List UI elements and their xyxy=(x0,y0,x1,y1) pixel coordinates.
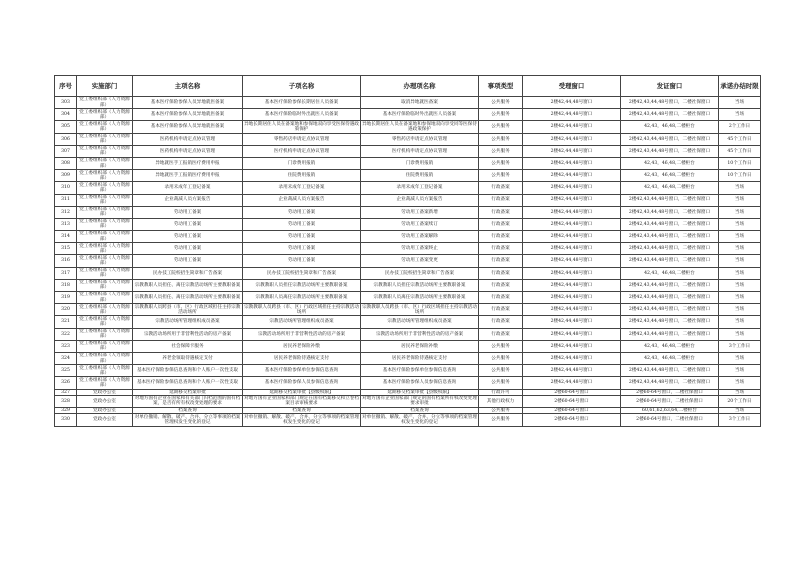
cell-sub-item: 企业裁减人员方案报告 xyxy=(243,194,361,206)
table-header-row xyxy=(55,76,761,97)
cell-main-item: 宗教教职人员担任、离任宗教活动场所主要教职备案 xyxy=(133,279,243,291)
cell-issue-window: 42,43，46,48,二楼柜台 xyxy=(621,182,719,194)
cell-main-item: 劳动用工备案 xyxy=(133,206,243,218)
cell-no: 307 xyxy=(55,145,77,157)
cell-dept: 党工委组织部（人力资源部） xyxy=(77,243,133,255)
cell-handling-item: 延期移交档案审批【县级权限】 xyxy=(361,389,479,395)
cell-sub-item: 劳动用工备案 xyxy=(243,218,361,230)
cell-no: 304 xyxy=(55,109,77,121)
cell-issue-window: 2楼42,43,44,48号窗口，二楼社保窗口 xyxy=(621,377,719,389)
cell-handling-item: 居民养老保险补缴 xyxy=(361,340,479,352)
cell-no: 312 xyxy=(55,206,77,218)
table-row xyxy=(55,340,761,352)
cell-type: 行政许可 xyxy=(479,389,523,395)
cell-dept: 党工委组织部（人力资源部） xyxy=(77,231,133,243)
cell-no: 308 xyxy=(55,157,77,169)
cell-issue-window: 2楼60-64号窗口，二楼社保窗口 xyxy=(621,395,719,407)
service-item-sheet xyxy=(54,75,760,427)
cell-main-item: 基本医疗保险参保人员异地就医备案 xyxy=(133,97,243,109)
cell-time-limit: 当场 xyxy=(719,243,761,255)
cell-time-limit: 当场 xyxy=(719,182,761,194)
cell-issue-window: 2楼42,43,44,48号窗口，二楼社保窗口 xyxy=(621,292,719,304)
cell-handling-item: 宗教活动场所用于非营利性活动的房产备案 xyxy=(361,328,479,340)
cell-accept-window: 2楼42,44,48号窗口 xyxy=(523,365,621,377)
cell-handling-item: 居民养老保险待遇核定支付 xyxy=(361,352,479,364)
cell-no: 309 xyxy=(55,170,77,182)
cell-dept: 党政办公室 xyxy=(77,389,133,395)
cell-sub-item: 档案查询 xyxy=(243,408,361,414)
cell-time-limit: 3个工作日 xyxy=(719,414,761,426)
cell-no: 306 xyxy=(55,133,77,145)
cell-no: 305 xyxy=(55,121,77,133)
cell-time-limit: 3个工作日 xyxy=(719,340,761,352)
header-no: 序号 xyxy=(55,76,77,97)
cell-main-item: 劳动用工备案 xyxy=(133,243,243,255)
cell-sub-item: 劳动用工备案 xyxy=(243,206,361,218)
cell-accept-window: 2楼42,44,48号窗口 xyxy=(523,170,621,182)
cell-accept-window: 2楼42,44,48号窗口 xyxy=(523,133,621,145)
cell-dept: 党政办公室 xyxy=(77,414,133,426)
cell-accept-window: 2楼42,44,48号窗口 xyxy=(523,340,621,352)
table-row xyxy=(55,157,761,169)
cell-type: 行政备案 xyxy=(479,206,523,218)
header-sub-item: 子项名称 xyxy=(243,76,361,97)
cell-handling-item: 劳动用工备案续订 xyxy=(361,218,479,230)
cell-time-limit: 当场 xyxy=(719,365,761,377)
cell-type: 行政备案 xyxy=(479,279,523,291)
cell-issue-window: 2楼42,43,44,48号窗口，二楼社保窗口 xyxy=(621,316,719,328)
cell-dept: 党工委组织部（人力资源部） xyxy=(77,194,133,206)
service-item-table xyxy=(54,75,761,427)
cell-type: 行政备案 xyxy=(479,255,523,267)
cell-issue-window: 2楼42,43,44,48号窗口，二楼社保窗口 xyxy=(621,218,719,230)
cell-no: 318 xyxy=(55,279,77,291)
cell-accept-window: 2楼42,44,48号窗口 xyxy=(523,304,621,316)
cell-main-item: 基本医疗保险参保人员异地就医备案 xyxy=(133,109,243,121)
cell-accept-window: 2楼42,44,48号窗口 xyxy=(523,255,621,267)
cell-accept-window: 2楼42,44,48号窗口 xyxy=(523,231,621,243)
cell-accept-window: 2楼42,44,48号窗口 xyxy=(523,292,621,304)
cell-type: 公共服务 xyxy=(479,109,523,121)
cell-issue-window: 42,43，46,48,二楼柜台 xyxy=(621,121,719,133)
cell-no: 316 xyxy=(55,255,77,267)
cell-main-item: 宗教活动场所管理组织成员备案 xyxy=(133,316,243,328)
cell-sub-item: 基本医疗保险参保单位参保信息查询 xyxy=(243,365,361,377)
cell-handling-item: 宗教教职人员担任宗教活动场所主要教职备案 xyxy=(361,279,479,291)
cell-sub-item: 录用未成年工登记备案 xyxy=(243,182,361,194)
cell-no: 310 xyxy=(55,182,77,194)
cell-accept-window: 2楼42,44,48号窗口 xyxy=(523,279,621,291)
cell-issue-window: 42,43，46,48,二楼柜台 xyxy=(621,352,719,364)
cell-no: 319 xyxy=(55,292,77,304)
cell-issue-window: 42,43，46,48,二楼柜台 xyxy=(621,340,719,352)
cell-issue-window: 42,43，46,48,二楼柜台 xyxy=(621,157,719,169)
cell-issue-window: 2楼42,43,44,48号窗口，二楼社保窗口 xyxy=(621,133,719,145)
cell-type: 行政备案 xyxy=(479,231,523,243)
cell-sub-item: 基本医疗保险参保人员参保信息查询 xyxy=(243,377,361,389)
cell-handling-item: 零售药店申请定点协议管理 xyxy=(361,133,479,145)
cell-issue-window: 2楼42,43,44,48号窗口，二楼社保窗口 xyxy=(621,304,719,316)
cell-dept: 党工委组织部（人力资源部） xyxy=(77,365,133,377)
cell-type: 公共服务 xyxy=(479,408,523,414)
cell-type: 公共服务 xyxy=(479,133,523,145)
cell-type: 行政备案 xyxy=(479,292,523,304)
cell-type: 公共服务 xyxy=(479,145,523,157)
cell-sub-item: 基本医疗保险临时外出就医人员备案 xyxy=(243,109,361,121)
cell-no: 311 xyxy=(55,194,77,206)
cell-main-item: 宗教教职人员跨县（市、区）行政区域担任主持宗教活动场所 xyxy=(133,304,243,316)
cell-sub-item: 基本医疗保险参保长期居住人员备案 xyxy=(243,97,361,109)
cell-sub-item: 门诊费用报销 xyxy=(243,157,361,169)
cell-type: 行政备案 xyxy=(479,316,523,328)
cell-time-limit: 当场 xyxy=(719,255,761,267)
cell-sub-item: 居民养老保险待遇核定支付 xyxy=(243,352,361,364)
cell-type: 公共服务 xyxy=(479,170,523,182)
cell-dept: 党工委组织部（人力资源部） xyxy=(77,304,133,316)
cell-dept: 党工委组织部（人力资源部） xyxy=(77,206,133,218)
cell-issue-window: 2楼42,43,44,48号窗口，二楼社保窗口 xyxy=(621,328,719,340)
cell-sub-item: 宗教教职人员跨县（市、区）行政区域担任主持宗教活动场所 xyxy=(244,304,359,315)
cell-issue-window: 2楼42,43,44,48号窗口，二楼社保窗口 xyxy=(621,365,719,377)
table-row xyxy=(55,304,761,316)
cell-accept-window: 2楼42,44,48号窗口 xyxy=(523,97,621,109)
cell-time-limit: 当场 xyxy=(719,328,761,340)
cell-dept: 党政办公室 xyxy=(77,408,133,414)
cell-type: 行政备案 xyxy=(479,182,523,194)
cell-type: 其他行政权力 xyxy=(479,395,523,407)
cell-type: 行政备案 xyxy=(479,328,523,340)
header-dept: 实施部门 xyxy=(77,76,133,97)
cell-accept-window: 2楼60-64号窗口 xyxy=(523,414,621,426)
cell-type: 行政备案 xyxy=(479,243,523,255)
cell-accept-window: 2楼42,44,48号窗口 xyxy=(523,243,621,255)
cell-handling-item: 劳动用工备案变更 xyxy=(361,255,479,267)
cell-handling-item: 劳动用工备案解除 xyxy=(361,231,479,243)
cell-dept: 党工委组织部（人力资源部） xyxy=(77,267,133,279)
cell-dept: 党工委组织部（人力资源部） xyxy=(77,97,133,109)
cell-sub-item: 宗教教职人员担任宗教活动场所主要教职备案 xyxy=(243,279,361,291)
table-row xyxy=(55,133,761,145)
cell-sub-item: 延期移交档案审批【县级权限】 xyxy=(243,389,361,395)
cell-sub-item: 宗教教职人员离任宗教活动场所主要教职备案 xyxy=(243,292,361,304)
table-row xyxy=(55,97,761,109)
cell-accept-window: 2楼60-64号窗口 xyxy=(523,408,621,414)
cell-handling-item: 取消异地就医备案 xyxy=(361,97,479,109)
cell-accept-window: 2楼60-64号窗口 xyxy=(523,395,621,407)
cell-dept: 党政办公室 xyxy=(77,395,133,407)
cell-type: 公共服务 xyxy=(479,377,523,389)
cell-time-limit: 10个工作日 xyxy=(719,157,761,169)
header-handling-item: 办理项名称 xyxy=(361,76,479,97)
cell-time-limit: 45个工作日 xyxy=(719,145,761,157)
cell-time-limit: 当场 xyxy=(719,279,761,291)
cell-sub-item: 宗教活动场所用于非营利性活动的房产备案 xyxy=(243,328,361,340)
cell-handling-item: 异地长期居住人员在备案地和参保地双向享受同等医保待遇政策保护 xyxy=(362,121,477,132)
cell-accept-window: 2楼42,44,48号窗口 xyxy=(523,218,621,230)
cell-time-limit: 当场 xyxy=(719,377,761,389)
cell-type: 公共服务 xyxy=(479,352,523,364)
cell-no: 329 xyxy=(55,408,77,414)
cell-main-item: 对单位撤销、解散、破产、合并、分立等事项的档案管理权发生变化的登记 xyxy=(133,414,243,426)
cell-handling-item: 基本医疗保险参保单位参保信息查询 xyxy=(361,365,479,377)
table-row xyxy=(55,194,761,206)
cell-type: 公共服务 xyxy=(479,340,523,352)
table-row xyxy=(55,414,761,426)
cell-main-item: 录用未成年工登记备案 xyxy=(133,182,243,194)
cell-time-limit: 当场 xyxy=(719,231,761,243)
cell-type: 公共服务 xyxy=(479,365,523,377)
header-issue-window: 发证窗口 xyxy=(621,76,719,97)
cell-main-item: 养老金领取待遇核定支付 xyxy=(133,352,243,364)
cell-handling-item: 劳动用工备案新增 xyxy=(361,206,479,218)
cell-handling-item: 档案查询 xyxy=(361,408,479,414)
table-row xyxy=(55,182,761,194)
cell-accept-window: 2楼42,44,48号窗口 xyxy=(523,267,621,279)
table-row xyxy=(55,218,761,230)
cell-no: 327 xyxy=(55,389,77,395)
cell-issue-window: 2楼42,43,44,48号窗口，二楼社保窗口 xyxy=(621,145,719,157)
cell-no: 322 xyxy=(55,328,77,340)
cell-no: 313 xyxy=(55,218,77,230)
header-time-limit: 承诺办结时限 xyxy=(719,76,761,97)
cell-handling-item: 宗教教职人员跨县（市、区）行政区域担任主持宗教活动场所 xyxy=(362,304,477,315)
cell-time-limit: 当场 xyxy=(719,292,761,304)
cell-issue-window: 42,43，46,48,二楼柜台 xyxy=(621,267,719,279)
cell-no: 315 xyxy=(55,243,77,255)
cell-dept: 党工委组织部（人力资源部） xyxy=(77,279,133,291)
cell-time-limit: 当场 xyxy=(719,194,761,206)
cell-main-item: 劳动用工备案 xyxy=(133,255,243,267)
cell-main-item: 基本医疗保险参保信息查询和个人账户一次性支取 xyxy=(133,365,243,377)
cell-handling-item: 基本医疗保险参保人员参保信息查询 xyxy=(361,377,479,389)
cell-type: 公共服务 xyxy=(479,121,523,133)
cell-no: 303 xyxy=(55,97,77,109)
cell-accept-window: 2楼42,44,48号窗口 xyxy=(523,316,621,328)
table-row xyxy=(55,352,761,364)
cell-accept-window: 2楼42,44,48号窗口 xyxy=(523,377,621,389)
table-row xyxy=(55,365,761,377)
cell-time-limit: 当场 xyxy=(719,304,761,316)
cell-time-limit: 20个工作日 xyxy=(719,395,761,407)
cell-type: 行政备案 xyxy=(479,267,523,279)
cell-sub-item: 劳动用工备案 xyxy=(243,255,361,267)
cell-handling-item: 对单位撤销、解散、破产、合并、分立等事项的档案管理权发生变化的登记 xyxy=(362,414,477,426)
cell-main-item: 异地就医手工报销医疗费用申报 xyxy=(133,157,243,169)
cell-issue-window: 60,61,62,63,64,二楼柜台 xyxy=(621,408,719,414)
cell-accept-window: 2楼42,44,48号窗口 xyxy=(523,157,621,169)
cell-issue-window: 2楼42,43,44,48号窗口，二楼社保窗口 xyxy=(621,255,719,267)
cell-handling-item: 门诊费用报销 xyxy=(361,157,479,169)
cell-issue-window: 2楼42,43,44,48号窗口，二楼社保窗口 xyxy=(621,194,719,206)
cell-handling-item: 录用未成年工登记备案 xyxy=(361,182,479,194)
cell-main-item: 延期移交档案审批 xyxy=(133,389,243,395)
table-row xyxy=(55,292,761,304)
cell-dept: 党工委组织部（人力资源部） xyxy=(77,121,133,133)
cell-sub-item: 住院费用报销 xyxy=(243,170,361,182)
cell-issue-window: 2楼42,43,44,48号窗口，二楼社保窗口 xyxy=(621,97,719,109)
cell-time-limit: 当场 xyxy=(719,389,761,395)
header-type: 事项类型 xyxy=(479,76,523,97)
cell-type: 行政备案 xyxy=(479,194,523,206)
cell-handling-item: 医疗机构申请定点协议管理 xyxy=(361,145,479,157)
cell-sub-item: 劳动用工备案 xyxy=(243,231,361,243)
cell-issue-window: 2楼42,43,44,48号窗口，二楼社保窗口 xyxy=(621,206,719,218)
cell-main-item: 对地方国有企业在国家和有关部门归档范围的国有档案，是否有所有权改变处理的要求 xyxy=(133,395,243,407)
cell-time-limit: 当场 xyxy=(719,408,761,414)
cell-time-limit: 当场 xyxy=(719,218,761,230)
cell-main-item: 医药机构申请定点协议管理 xyxy=(133,145,243,157)
cell-main-item: 基本医疗保险参保人员异地就医备案 xyxy=(133,121,243,133)
cell-issue-window: 2楼42,43,44,48号窗口，二楼社保窗口 xyxy=(621,109,719,121)
cell-no: 330 xyxy=(55,414,77,426)
cell-main-item: 医药机构申请定点协议管理 xyxy=(133,133,243,145)
cell-dept: 党工委组织部（人力资源部） xyxy=(77,316,133,328)
cell-main-item: 民办技工院校招生简章和广告备案 xyxy=(133,267,243,279)
table-row xyxy=(55,243,761,255)
cell-time-limit: 45个工作日 xyxy=(719,133,761,145)
cell-type: 行政备案 xyxy=(479,218,523,230)
cell-no: 328 xyxy=(55,395,77,407)
table-row xyxy=(55,206,761,218)
cell-main-item: 劳动用工备案 xyxy=(133,231,243,243)
table-row xyxy=(55,316,761,328)
cell-sub-item: 零售药店申请定点协议管理 xyxy=(243,133,361,145)
cell-no: 314 xyxy=(55,231,77,243)
table-row xyxy=(55,279,761,291)
cell-handling-item: 宗教活动场所管理组织成员备案 xyxy=(361,316,479,328)
cell-no: 326 xyxy=(55,377,77,389)
cell-dept: 党工委组织部（人力资源部） xyxy=(77,255,133,267)
cell-handling-item: 民办技工院校招生简章和广告备案 xyxy=(361,267,479,279)
cell-main-item: 劳动用工备案 xyxy=(133,218,243,230)
cell-time-limit: 10个工作日 xyxy=(719,170,761,182)
cell-accept-window: 2楼42,44,48号窗口 xyxy=(523,182,621,194)
cell-handling-item: 对地方国有企业国家部门规定的国有档案所有权改变处理要求审批 xyxy=(362,396,477,407)
cell-sub-item: 宗教活动场所管理组织成员备案 xyxy=(243,316,361,328)
cell-sub-item: 民办技工院校招生简章和广告备案 xyxy=(243,267,361,279)
cell-time-limit: 当场 xyxy=(719,206,761,218)
cell-no: 324 xyxy=(55,352,77,364)
cell-main-item: 宗教教职人员担任、离任宗教活动场所主要教职备案 xyxy=(133,292,243,304)
cell-accept-window: 2楼60-64号窗口 xyxy=(523,389,621,395)
table-row xyxy=(55,231,761,243)
cell-main-item: 宗教活动场所用于非营利性活动的房产备案 xyxy=(133,328,243,340)
cell-dept: 党工委组织部（人力资源部） xyxy=(77,377,133,389)
cell-handling-item: 劳动用工备案终止 xyxy=(361,243,479,255)
cell-dept: 党工委组织部（人力资源部） xyxy=(77,133,133,145)
cell-dept: 党工委组织部（人力资源部） xyxy=(77,170,133,182)
header-main-item: 主项名称 xyxy=(133,76,243,97)
cell-no: 325 xyxy=(55,365,77,377)
table-row xyxy=(55,395,761,407)
cell-no: 323 xyxy=(55,340,77,352)
cell-dept: 党工委组织部（人力资源部） xyxy=(77,328,133,340)
cell-issue-window: 2楼42,43,44,48号窗口，二楼社保窗口 xyxy=(621,231,719,243)
cell-time-limit: 当场 xyxy=(719,316,761,328)
cell-handling-item: 宗教教职人员离任宗教活动场所主要教职备案 xyxy=(361,292,479,304)
cell-accept-window: 2楼42,44,48号窗口 xyxy=(523,328,621,340)
cell-accept-window: 2楼42,44,48号窗口 xyxy=(523,109,621,121)
cell-issue-window: 2楼42,43,44,48号窗口，二楼社保窗口 xyxy=(621,279,719,291)
cell-type: 公共服务 xyxy=(479,157,523,169)
cell-accept-window: 2楼42,44,48号窗口 xyxy=(523,206,621,218)
cell-dept: 党工委组织部（人力资源部） xyxy=(77,340,133,352)
table-row xyxy=(55,255,761,267)
cell-dept: 党工委组织部（人力资源部） xyxy=(77,292,133,304)
cell-accept-window: 2楼42,44,48号窗口 xyxy=(523,121,621,133)
cell-issue-window: 2楼60-64号窗口，二楼社保窗口 xyxy=(621,414,719,426)
cell-sub-item: 对地方国有企业国家和部门规定在国有档案移交和立卷档案目录审核要求 xyxy=(244,396,359,407)
cell-main-item: 异地就医手工报销医疗费用申报 xyxy=(133,170,243,182)
cell-handling-item: 基本医疗保险临时外出就医人员备案 xyxy=(361,109,479,121)
cell-type: 公共服务 xyxy=(479,414,523,426)
cell-time-limit: 当场 xyxy=(719,97,761,109)
cell-sub-item: 医疗机构申请定点协议管理 xyxy=(243,145,361,157)
cell-time-limit: 当场 xyxy=(719,267,761,279)
cell-handling-item: 企业裁减人员方案报告 xyxy=(361,194,479,206)
cell-main-item: 档案查询 xyxy=(133,408,243,414)
cell-dept: 党工委组织部（人力资源部） xyxy=(77,157,133,169)
cell-handling-item: 住院费用报销 xyxy=(361,170,479,182)
cell-time-limit: 当场 xyxy=(719,109,761,121)
table-row xyxy=(55,121,761,133)
cell-no: 317 xyxy=(55,267,77,279)
cell-issue-window: 42,43，46,48,二楼柜台 xyxy=(621,170,719,182)
table-row xyxy=(55,109,761,121)
cell-main-item: 企业裁减人员方案报告 xyxy=(133,194,243,206)
cell-dept: 党工委组织部（人力资源部） xyxy=(77,109,133,121)
cell-time-limit: 2个工作日 xyxy=(719,121,761,133)
table-row xyxy=(55,267,761,279)
cell-dept: 党工委组织部（人力资源部） xyxy=(77,145,133,157)
cell-time-limit: 当场 xyxy=(719,352,761,364)
cell-accept-window: 2楼42,44,48号窗口 xyxy=(523,194,621,206)
cell-accept-window: 2楼42,44,48号窗口 xyxy=(523,352,621,364)
cell-dept: 党工委组织部（人力资源部） xyxy=(77,352,133,364)
header-accept-window: 受理窗口 xyxy=(523,76,621,97)
cell-dept: 党工委组织部（人力资源部） xyxy=(77,182,133,194)
cell-type: 行政备案 xyxy=(479,304,523,316)
cell-sub-item: 对单位撤销、解散、破产、合并、分立等事项的档案管理权发生变化的登记 xyxy=(244,414,359,426)
table-row xyxy=(55,328,761,340)
cell-dept: 党工委组织部（人力资源部） xyxy=(77,218,133,230)
cell-main-item: 社会保障卡服务 xyxy=(133,340,243,352)
cell-main-item: 基本医疗保险参保信息查询和个人账户一次性支取 xyxy=(133,377,243,389)
table-row xyxy=(55,377,761,389)
table-row xyxy=(55,170,761,182)
cell-accept-window: 2楼42,44,48号窗口 xyxy=(523,145,621,157)
cell-sub-item: 居民养老保险补缴 xyxy=(243,340,361,352)
cell-issue-window: 2楼42,43,44,48号窗口，二楼社保窗口 xyxy=(621,243,719,255)
table-row xyxy=(55,145,761,157)
cell-sub-item: 异地长期居住人员在备案地和参保地双向享受医保待遇政策保护 xyxy=(244,121,359,132)
cell-sub-item: 劳动用工备案 xyxy=(243,243,361,255)
cell-type: 公共服务 xyxy=(479,97,523,109)
cell-no: 321 xyxy=(55,316,77,328)
cell-no: 320 xyxy=(55,304,77,316)
cell-issue-window: 2楼60-64号窗口，二楼社保窗口 xyxy=(621,389,719,395)
